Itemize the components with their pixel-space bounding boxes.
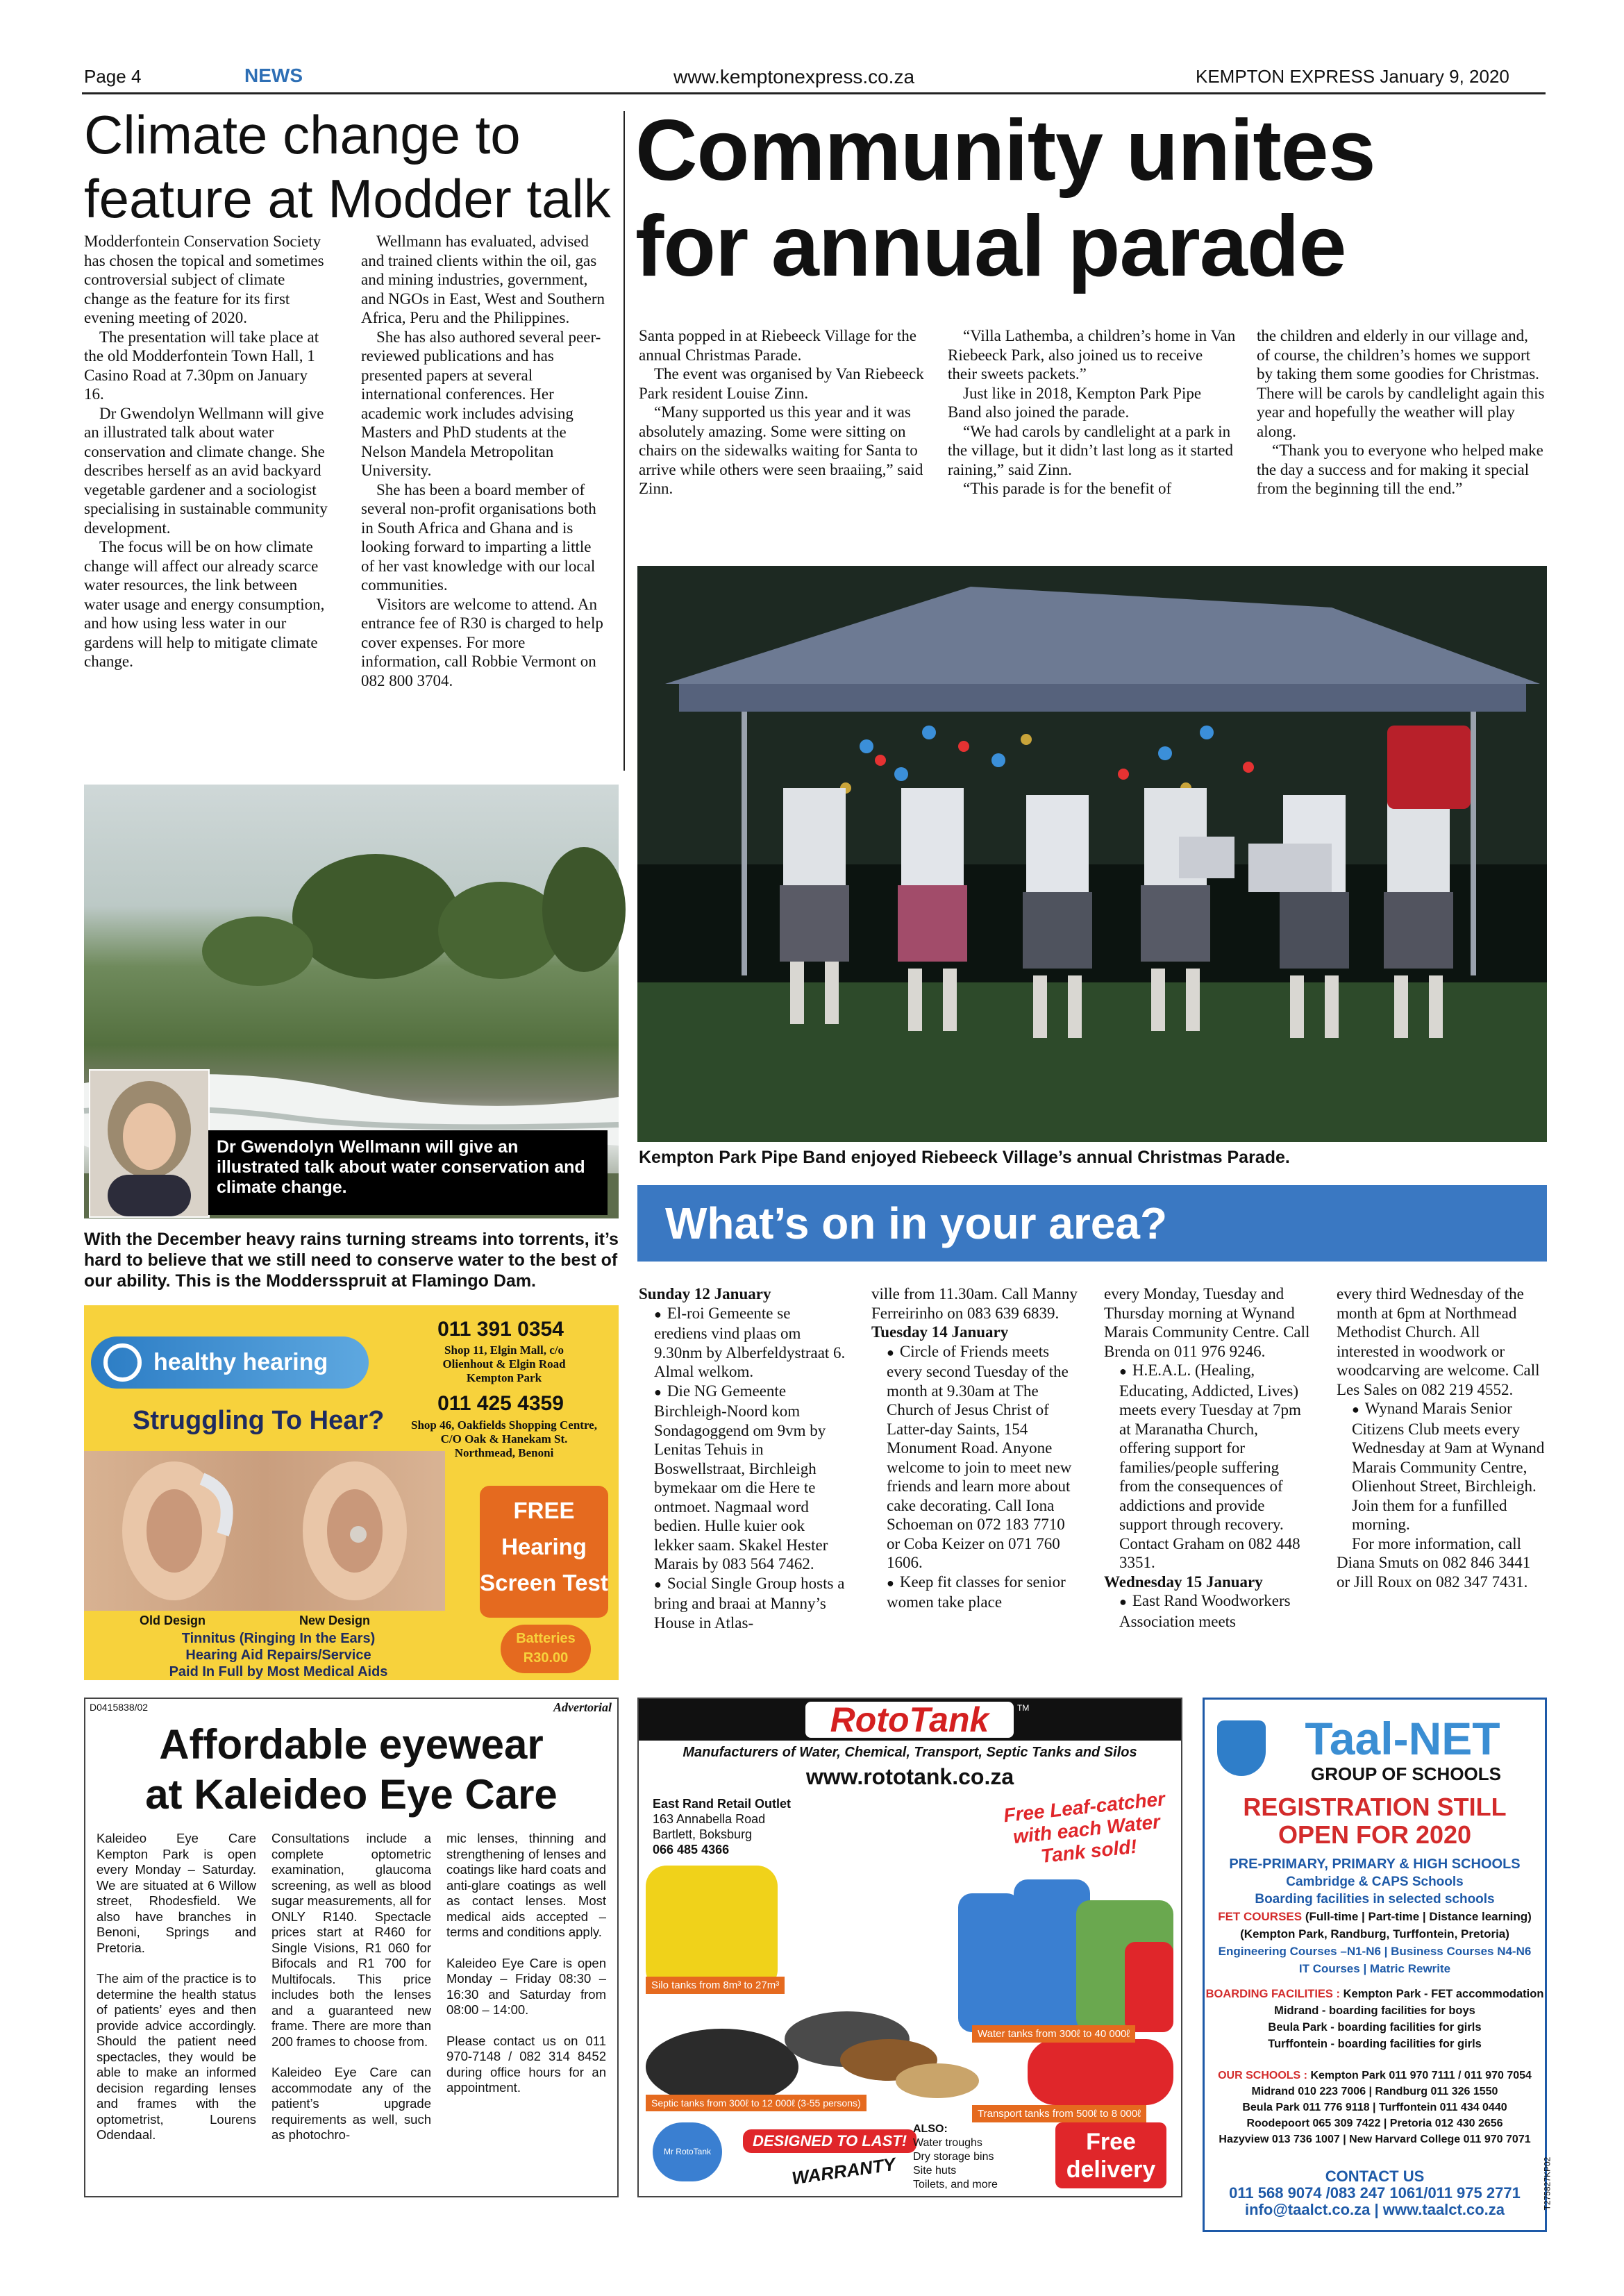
also-item: Water troughs — [913, 2137, 982, 2149]
climate-headline-line1: Climate change to — [84, 104, 521, 165]
parade-headline-line2: for annual parade — [635, 199, 1346, 294]
boarding-item: Kempton Park - FET accommodation — [1343, 1988, 1544, 2000]
wo-heading-tue: Tuesday 14 January — [871, 1323, 1009, 1341]
eyewear-p5: mic lenses, thinning and strengthening of lenses and coatings like hard coats and anti-glare coatings as well as contact lenses. Most medical aids accepted – terms and conditions apply. — [446, 1831, 606, 1939]
taalnet-crest-icon — [1217, 1720, 1266, 1776]
transport-label: Transport tanks from 500ℓ to 8 000ℓ — [972, 2105, 1146, 2122]
wo-item: For more information, call Diana Smuts on 082 846 3441 or Jill Roux on 082 347 7431. — [1337, 1534, 1531, 1591]
whats-on-col-3 — [1104, 1284, 1312, 1631]
mascot — [653, 2122, 722, 2181]
eyewear-p3: Consultations include a complete optometric examination, glaucoma screening, as well as blood sugar measurements, all for ONLY R140. Spectacle prices start at R460 for Single Visions, R1 060 for Bifocals and R1 700 for Multifocals. This price includes both the lenses and a guaranteed new frame. There are more than 200 frames to choose from. — [271, 1831, 431, 2049]
whats-on-col-4 — [1337, 1284, 1545, 1591]
ear-icon — [103, 1343, 142, 1382]
taalnet-brand: Taal-NET — [1305, 1713, 1500, 1764]
septic-label: Septic tanks from 300ℓ to 12 000ℓ (3-55 persons) — [646, 2095, 867, 2111]
eyewear-p1: Kaleideo Eye Care Kempton Park is open every Monday – Saturday. We are situated at 6 Willow street, Rhodesfield. We also have branches in Benoni, Springs and Pretoria. — [97, 1831, 256, 1955]
wo-item: ● Keep fit classes for senior women take place — [871, 1573, 1080, 1612]
ear-photos — [84, 1451, 445, 1611]
whats-on-col-1 — [639, 1284, 847, 1632]
whats-on-banner: What’s on in your area? — [637, 1185, 1547, 1262]
leaf-catcher-promo: Free Leaf-catcher with each Water Tank sold! — [1002, 1788, 1166, 1868]
climate-p2: The presentation will take place at the old Modderfontein Town Hall, 1 Casino Road at 7.30pm on January 16. — [84, 328, 319, 403]
schools-label: OUR SCHOOLS : — [1218, 2070, 1307, 2081]
taalnet-ad[interactable] — [1203, 1698, 1552, 2232]
band-caption: Kempton Park Pipe Band enjoyed Riebeeck Village’s annual Christmas Parade. — [639, 1148, 1290, 1167]
free-label: FREE — [513, 1498, 575, 1523]
taalnet-group: GROUP OF SCHOOLS — [1311, 1763, 1501, 1784]
wo-item: ville from 11.30am. Call Manny Ferreirinho on 083 639 6839. — [871, 1285, 1078, 1322]
wo-item: ● Die NG Gemeente Birchleigh-Noord kom Sondagoggend om 9vm by Lenitas Tehuis in Boswellstraat, Birchleigh bymekaar om die Here te ontmoet. Nagmaal word bedien. Hulle kuier ook lekker saam. Skakel Hester Marais by 083 564 7462. — [639, 1382, 847, 1574]
parade-p1: Santa popped in at Riebeeck Village for the annual Christmas Parade. — [639, 327, 916, 364]
hearing-label: Hearing — [501, 1534, 587, 1559]
dam-caption: With the December heavy rains turning streams into torrents, it’s hard to believe that we still need to conserve water to the best of our ability. This is the Moddersspruit at Flamingo Dam. — [84, 1230, 619, 1291]
advertorial-label: Advertorial — [553, 1700, 612, 1714]
outlet-phone[interactable]: 066 485 4366 — [653, 1843, 730, 1857]
free-label: Free — [1086, 2129, 1136, 2155]
boarding-item: Midrand - boarding facilities for boys — [1274, 2004, 1475, 2017]
registration-line2: OPEN FOR 2020 — [1278, 1820, 1472, 1849]
also-item: Site huts — [913, 2165, 957, 2177]
hearing-tagline: Struggling To Hear? — [133, 1406, 385, 1435]
fet-modes: (Full-time | Part-time | Distance learning) — [1305, 1910, 1532, 1923]
fet-campuses: (Kempton Park, Randburg, Turffontein, Pretoria) — [1240, 1927, 1509, 1941]
parade-headline — [635, 103, 1375, 294]
parade-col-1 — [639, 326, 927, 498]
eyewear-col-3 — [446, 1831, 606, 2096]
page-number: Page 4 — [84, 66, 142, 87]
climate-col-2 — [361, 232, 608, 690]
section-label: NEWS — [244, 65, 303, 86]
climate-p1: Modderfontein Conservation Society has chosen the topical and sometimes controversial subject of climate change as the feature for its first evening meeting of 2020. — [84, 233, 324, 326]
rototank-tagline: Manufacturers of Water, Chemical, Transport, Septic Tanks and Silos — [683, 1745, 1137, 1760]
hearing-ad[interactable] — [84, 1305, 619, 1680]
screen-test-label: Screen Test — [480, 1570, 608, 1595]
batteries-label: Batteries — [516, 1631, 576, 1646]
also-item: Dry storage bins — [913, 2151, 994, 2163]
hearing-address-2: Shop 46, Oakfields Shopping Centre, C/O Oak & Hanekam St. Northmead, Benoni — [411, 1418, 597, 1459]
column-divider — [623, 111, 625, 771]
wo-item: ● El-roi Gemeente se erediens vind plaas om 9.30nm by Alberfeldystraat 6. Almal welkom. — [639, 1304, 847, 1382]
header-rule — [82, 92, 1546, 94]
water-tank-label: Water tanks from 300ℓ to 40 000ℓ — [972, 2025, 1135, 2043]
wo-item: ● East Rand Woodworkers Association meets — [1104, 1591, 1312, 1631]
parade-p2: The event was organised by Van Riebeeck Park resident Louise Zinn. — [639, 365, 924, 402]
eyewear-title-line1: Affordable eyewear — [159, 1721, 544, 1768]
parade-p4: “Villa Lathemba, a children’s home in Van Riebeeck Park, also joined us to receive their sweets packets.” — [948, 327, 1236, 383]
boarding-item: Beula Park - boarding facilities for girls — [1268, 2021, 1482, 2034]
school-contact: Roodepoort 065 309 7422 | Pretoria 012 430 2656 — [1246, 2118, 1503, 2129]
wo-item: every Monday, Tuesday and Thursday morning at Wynand Marais Community Centre. Call Brenda on 011 976 9246. — [1104, 1285, 1310, 1360]
new-design-label: New Design — [299, 1614, 371, 1627]
outlet-address-2: Bartlett, Boksburg — [653, 1827, 753, 1841]
repairs-line: Hearing Aid Repairs/Service — [185, 1648, 371, 1663]
climate-col-1 — [84, 232, 330, 671]
silo-label: Silo tanks from 8m³ to 27m³ — [646, 1977, 785, 1994]
also-list — [913, 2122, 998, 2192]
wellmann-portrait — [89, 1069, 210, 1218]
registration-line1: REGISTRATION STILL — [1243, 1793, 1507, 1821]
masthead-title: KEMPTON EXPRESS — [1196, 66, 1375, 87]
parade-headline-line1: Community unites — [635, 103, 1375, 199]
site-url[interactable]: www.kemptonexpress.co.za — [673, 66, 915, 87]
medical-aid-line: Paid In Full by Most Medical Aids — [169, 1664, 388, 1679]
parade-col-3 — [1257, 326, 1545, 498]
hearing-address-1: Shop 11, Elgin Mall, c/o Olienhout & Elgin Road Kempton Park — [442, 1343, 566, 1384]
eyewear-ad[interactable] — [84, 1698, 619, 2197]
inset-caption: Dr Gwendolyn Wellmann will give an illustrated talk about water conservation and climate change. — [208, 1130, 608, 1215]
wo-item: every third Wednesday of the month at 6pm at Northmead Methodist Church. All interested in woodwork or woodcarving are welcome. Call Les Sales on 082 219 4552. — [1337, 1285, 1540, 1398]
parade-p3: “Many supported us this year and it was absolutely amazing. Some were sitting on chairs on the sidewalks waiting for Santa to arrive while others were seen braaiing,” said Zinn. — [639, 403, 923, 497]
whats-on-col-2 — [871, 1284, 1080, 1612]
eyewear-p4: Kaleideo Eye Care can accommodate any of the patient’s upgrade requirements as well, such as photochro- — [271, 2065, 431, 2142]
climate-headline-line2: feature at Modder talk — [84, 168, 611, 229]
eyewear-p6: Kaleideo Eye Care is open Monday – Friday 08:30 – 16:30 and Saturday from 08:00 – 14:00. — [446, 1955, 606, 2017]
parade-p5: Just like in 2018, Kempton Park Pipe Band also joined the parade. — [948, 384, 1202, 421]
boarding-label: BOARDING FACILITIES : — [1205, 1988, 1341, 2000]
school-contact: Beula Park 011 776 9118 | Turffontein 011 434 0440 — [1242, 2102, 1507, 2113]
hearing-brand: healthy hearing — [153, 1349, 328, 1375]
rototank-ad[interactable] — [637, 1698, 1182, 2197]
engineering-line: Engineering Courses –N1-N6 | Business Courses N4-N6 — [1218, 1945, 1532, 1958]
pipe-band-photo — [637, 566, 1547, 1142]
eyewear-p2: The aim of the practice is to determine the health status of patients’ eyes and then provide advice accordingly. Should the patient need spectacles, they would be able to make an informed decision regarding lenses and frames with the optometrist, Lourens Odendaal. — [97, 1971, 256, 2142]
taalnet-programmes — [1205, 1856, 1545, 1977]
issue-date: January 9, 2020 — [1380, 66, 1509, 87]
contact-label: CONTACT US — [1325, 2168, 1425, 2185]
climate-p7: She has been a board member of several non-profit organisations both in South Africa and Ghana and is looking forward to imparting a little of her vast knowledge with our local communities. — [361, 480, 596, 594]
hearing-services — [84, 1630, 473, 1680]
rototank-url[interactable]: www.rototank.co.za — [805, 1764, 1014, 1789]
hearing-phone-1[interactable]: 011 391 0354 — [437, 1318, 564, 1341]
contact-email[interactable]: info@taalct.co.za | www.taalct.co.za — [1245, 2201, 1505, 2218]
parade-p8: the children and elderly in our village and, of course, the children’s homes we support by taking them some goodies for Christmas. There will be carols by candlelight again this year and hopefully the weather will play along. — [1257, 327, 1545, 440]
old-design-label: Old Design — [140, 1614, 206, 1627]
curriculum-line: Cambridge & CAPS Schools — [1286, 1875, 1464, 1889]
wo-item: ● Wynand Marais Senior Citizens Club meets every Wednesday at 9am at Wynand Marais Community Centre, Olienhout Street, Birchleigh. Join them for a funfilled morning. — [1337, 1399, 1545, 1534]
parade-p9: “Thank you to everyone who helped make the day a success and for making it special from the beginning till the end.” — [1257, 442, 1543, 497]
climate-p5: Wellmann has evaluated, advised and trained clients within the oil, gas and mining industries, government, and NGOs in East, West and Southern Africa, Peru and the Philippines. — [361, 233, 605, 326]
also-item: Toilets, and more — [913, 2179, 998, 2190]
contact-phones[interactable]: 011 568 9074 /083 247 1061/011 975 2771 — [1229, 2184, 1521, 2202]
masthead — [1196, 66, 1509, 87]
eyewear-col-1 — [97, 1831, 256, 2143]
climate-p6: She has also authored several peer-reviewed publications and has presented papers at several international conferences. Her academic work includes advising Masters and PhD students at the Nelson Mandela Metropolitan University. — [361, 328, 601, 479]
wo-heading-sun: Sunday 12 January — [639, 1285, 771, 1302]
it-line: IT Courses | Matric Rewrite — [1298, 1962, 1451, 1975]
fet-label: FET COURSES — [1218, 1910, 1303, 1923]
eyewear-p7: Please contact us on 011 970-7148 / 082 314 8452 during office hours for an appointment. — [446, 2033, 606, 2095]
school-contact: Kempton Park 011 970 7111 / 011 970 7054 — [1310, 2070, 1532, 2081]
delivery-label: delivery — [1066, 2156, 1156, 2183]
boarding-item: Turffontein - boarding facilities for girls — [1268, 2038, 1482, 2050]
outlet-address-1: 163 Annabella Road — [653, 1812, 766, 1826]
boarding-facilities — [1205, 1986, 1545, 2052]
band-photo-art — [637, 566, 1547, 1142]
eyewear-title — [85, 1720, 617, 1820]
schools-line: PRE-PRIMARY, PRIMARY & HIGH SCHOOLS — [1229, 1857, 1521, 1872]
parade-col-2 — [948, 326, 1236, 498]
parade-p7: “This parade is for the benefit of — [963, 480, 1172, 497]
taalnet-ref: T275827KP02 — [1542, 2156, 1552, 2211]
free-delivery-badge — [1055, 2122, 1166, 2188]
also-label: ALSO: — [913, 2123, 948, 2135]
rototank-logo: RotoTank — [805, 1702, 1014, 1738]
wo-item: ● H.E.A.L. (Healing, Educating, Addicted, Lives) meets every Tuesday at 7pm at Maranatha Church, offering support for families/people suffering from the consequences of addictions and provide support through recovery. Contact Graham on 082 448 3351. — [1104, 1361, 1312, 1573]
free-test-badge — [480, 1486, 608, 1618]
portrait-art — [90, 1071, 208, 1216]
school-contact: Midrand 010 223 7006 | Randburg 011 326 1550 — [1251, 2086, 1498, 2097]
ear-photo-art — [84, 1451, 445, 1611]
batteries-badge — [501, 1625, 591, 1673]
hearing-phone-2[interactable]: 011 425 4359 — [437, 1392, 564, 1415]
climate-p4: The focus will be on how climate change will affect our already scarce water resources, the link between water usage and energy consumption, and how using less water in our gardens will help to mitigate climate change. — [84, 538, 325, 670]
designed-badge: DESIGNED TO LAST! — [743, 2129, 916, 2153]
registration-banner — [1205, 1793, 1545, 1849]
our-schools — [1205, 2068, 1545, 2147]
boarding-line: Boarding facilities in selected schools — [1255, 1892, 1495, 1907]
climate-p8: Visitors are welcome to attend. An entrance fee of R30 is charged to help cover expenses. For more information, call Robbie Vermont on 082 800 3704. — [361, 595, 603, 689]
hearing-logo — [91, 1336, 369, 1389]
tinnitus-line: Tinnitus (Ringing In the Ears) — [181, 1631, 376, 1646]
wo-heading-wed: Wednesday 15 January — [1104, 1573, 1263, 1591]
eyewear-title-line2: at Kaleideo Eye Care — [145, 1771, 558, 1818]
taalnet-contact — [1205, 2168, 1545, 2218]
rototank-tm: TM — [1017, 1703, 1030, 1713]
climate-headline — [84, 103, 611, 231]
eyewear-col-2 — [271, 1831, 431, 2143]
warranty-label: WARRANTY — [790, 2153, 897, 2189]
mascot-label: Mr RotoTank — [663, 2147, 712, 2156]
outlet-name: East Rand Retail Outlet — [653, 1797, 792, 1811]
batteries-price: R30.00 — [523, 1650, 569, 1666]
climate-p3: Dr Gwendolyn Wellmann will give an illustrated talk about water conservation and climate change. She describes herself as an avid backyard vegetable gardener and a sociologist specialising in sustainable community development. — [84, 404, 328, 537]
school-contact: Hazyview 013 736 1007 | New Harvard College 011 970 7071 — [1219, 2134, 1531, 2145]
wo-item: ● Circle of Friends meets every second Tuesday of the month at 9.30am at The Church of Jesus Christ of Latter-day Saints, 154 Monument Road. Anyone welcome to join to meet new friends and learn more about cake decorating. Call Iona Schoeman on 072 183 7710 or Coba Keizer on 071 760 1606. — [871, 1342, 1080, 1573]
parade-p6: “We had carols by candlelight at a park in the village, but it didn’t last long as it started raining,” said Zinn. — [948, 422, 1233, 478]
rototank-outlet — [653, 1796, 791, 1857]
ad-ref: D0415838/02 — [90, 1702, 149, 1713]
wo-item: ● Social Single Group hosts a bring and braai at Manny’s House in Atlas- — [639, 1574, 847, 1633]
